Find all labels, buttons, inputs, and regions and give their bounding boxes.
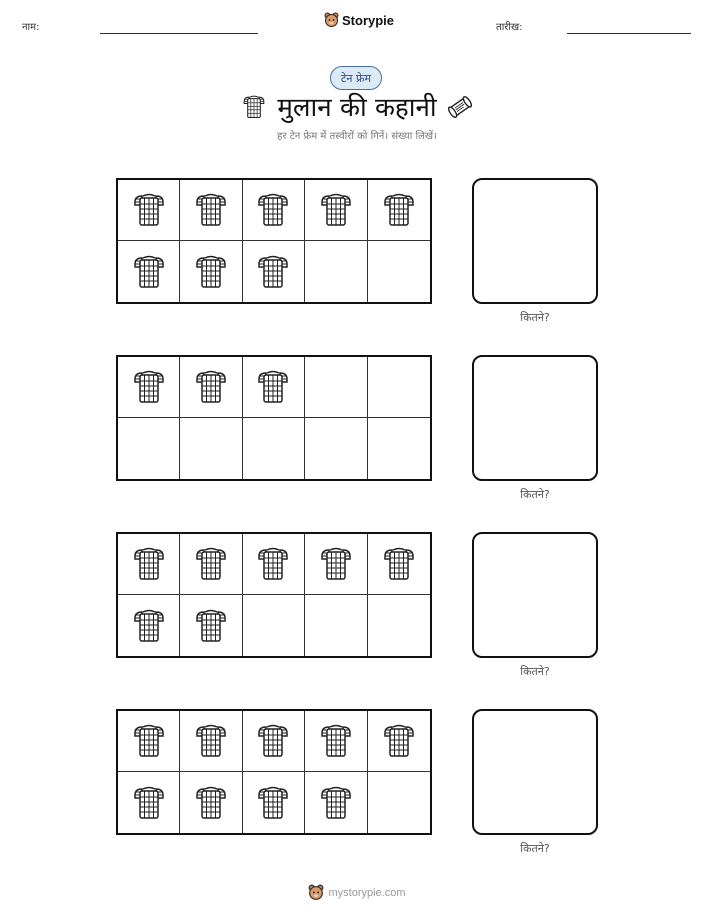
- ten-frame-cell: [368, 595, 430, 656]
- page-title: मुलान की कहानी: [277, 93, 437, 123]
- ten-frame-cell: [243, 711, 305, 772]
- date-label: तारीख:: [496, 22, 523, 33]
- armor-icon: [316, 721, 356, 761]
- brand-logo: [324, 12, 394, 29]
- answer-label: कितने?: [520, 842, 550, 855]
- armor-icon: [253, 190, 293, 230]
- ten-frame-cell: [243, 534, 305, 595]
- instructions: हर टेन फ्रेम में तस्वीरों को गिनें। संख्या लिखें।: [277, 131, 437, 142]
- ten-frame-cell: [243, 418, 305, 479]
- armor-icon: [253, 544, 293, 584]
- date-field[interactable]: [567, 33, 691, 34]
- ten-frame-cell: [305, 595, 367, 656]
- ten-frame: [116, 355, 432, 481]
- ten-frame-cell: [368, 418, 430, 479]
- ten-frame-cell: [305, 180, 367, 241]
- armor-icon: [253, 252, 293, 292]
- armor-icon: [191, 721, 231, 761]
- ten-frame-cell: [305, 357, 367, 418]
- ten-frame-cell: [180, 595, 242, 656]
- armor-icon: [191, 606, 231, 646]
- ten-frame-cell: [180, 241, 242, 302]
- answer-box[interactable]: [472, 709, 598, 835]
- ten-frame-cell: [368, 357, 430, 418]
- ten-frame-cell: [180, 180, 242, 241]
- footer: [0, 884, 714, 902]
- ten-frame-cell: [368, 241, 430, 302]
- ten-frame-cell: [180, 711, 242, 772]
- armor-icon: [129, 190, 169, 230]
- ten-frame-cell: [305, 241, 367, 302]
- ten-frame-cell: [305, 772, 367, 833]
- answer-label: कितने?: [520, 665, 550, 678]
- ten-frame-cell: [118, 595, 180, 656]
- answer-label: कितने?: [520, 488, 550, 501]
- answer-box[interactable]: [472, 178, 598, 304]
- ten-frame-cell: [118, 711, 180, 772]
- ten-frame-cell: [118, 534, 180, 595]
- answer-box[interactable]: [472, 532, 598, 658]
- ten-frame-cell: [118, 241, 180, 302]
- armor-icon: [316, 544, 356, 584]
- armor-icon: [129, 367, 169, 407]
- name-field[interactable]: [100, 33, 258, 34]
- ten-frame-cell: [118, 418, 180, 479]
- ten-frame-cell: [305, 534, 367, 595]
- ten-frame: [116, 178, 432, 304]
- brand-name: Storypie: [342, 13, 395, 28]
- armor-icon: [253, 783, 293, 823]
- ten-frame-cell: [180, 418, 242, 479]
- name-label: नाम:: [22, 22, 40, 33]
- armor-icon: [379, 190, 419, 230]
- footer-url: mystorypie.com: [328, 887, 406, 899]
- scroll-icon: [445, 94, 475, 120]
- armor-icon: [191, 367, 231, 407]
- armor-icon: [379, 721, 419, 761]
- armor-icon: [191, 783, 231, 823]
- ten-frame-cell: [368, 772, 430, 833]
- armor-icon: [316, 783, 356, 823]
- armor-icon: [129, 783, 169, 823]
- ten-frame-cell: [368, 711, 430, 772]
- armor-icon: [191, 190, 231, 230]
- ten-frame-cell: [243, 772, 305, 833]
- armor-icon: [129, 606, 169, 646]
- armor-icon: [253, 367, 293, 407]
- answer-label: कितने?: [520, 311, 550, 324]
- armor-icon: [316, 190, 356, 230]
- ten-frame-cell: [118, 180, 180, 241]
- storypie-mascot-icon: [308, 884, 324, 902]
- ten-frame-cell: [305, 418, 367, 479]
- armor-icon: [129, 252, 169, 292]
- ten-frame-cell: [118, 357, 180, 418]
- ten-frame: [116, 532, 432, 658]
- ten-frame-cell: [180, 357, 242, 418]
- ten-frame-cell: [368, 534, 430, 595]
- armor-icon: [191, 252, 231, 292]
- ten-frame-cell: [180, 772, 242, 833]
- armor-icon: [129, 721, 169, 761]
- ten-frame-cell: [305, 711, 367, 772]
- ten-frame-cell: [243, 180, 305, 241]
- armor-icon: [379, 544, 419, 584]
- ten-frame-cell: [118, 772, 180, 833]
- armor-icon: [253, 721, 293, 761]
- worksheet-type-badge: टेन फ्रेम: [330, 66, 382, 90]
- armor-icon: [129, 544, 169, 584]
- ten-frame-cell: [243, 241, 305, 302]
- ten-frame: [116, 709, 432, 835]
- ten-frame-cell: [180, 534, 242, 595]
- ten-frame-cell: [243, 357, 305, 418]
- answer-box[interactable]: [472, 355, 598, 481]
- ten-frame-cell: [243, 595, 305, 656]
- armor-icon: [191, 544, 231, 584]
- ten-frame-cell: [368, 180, 430, 241]
- storypie-mascot-icon: [324, 12, 339, 29]
